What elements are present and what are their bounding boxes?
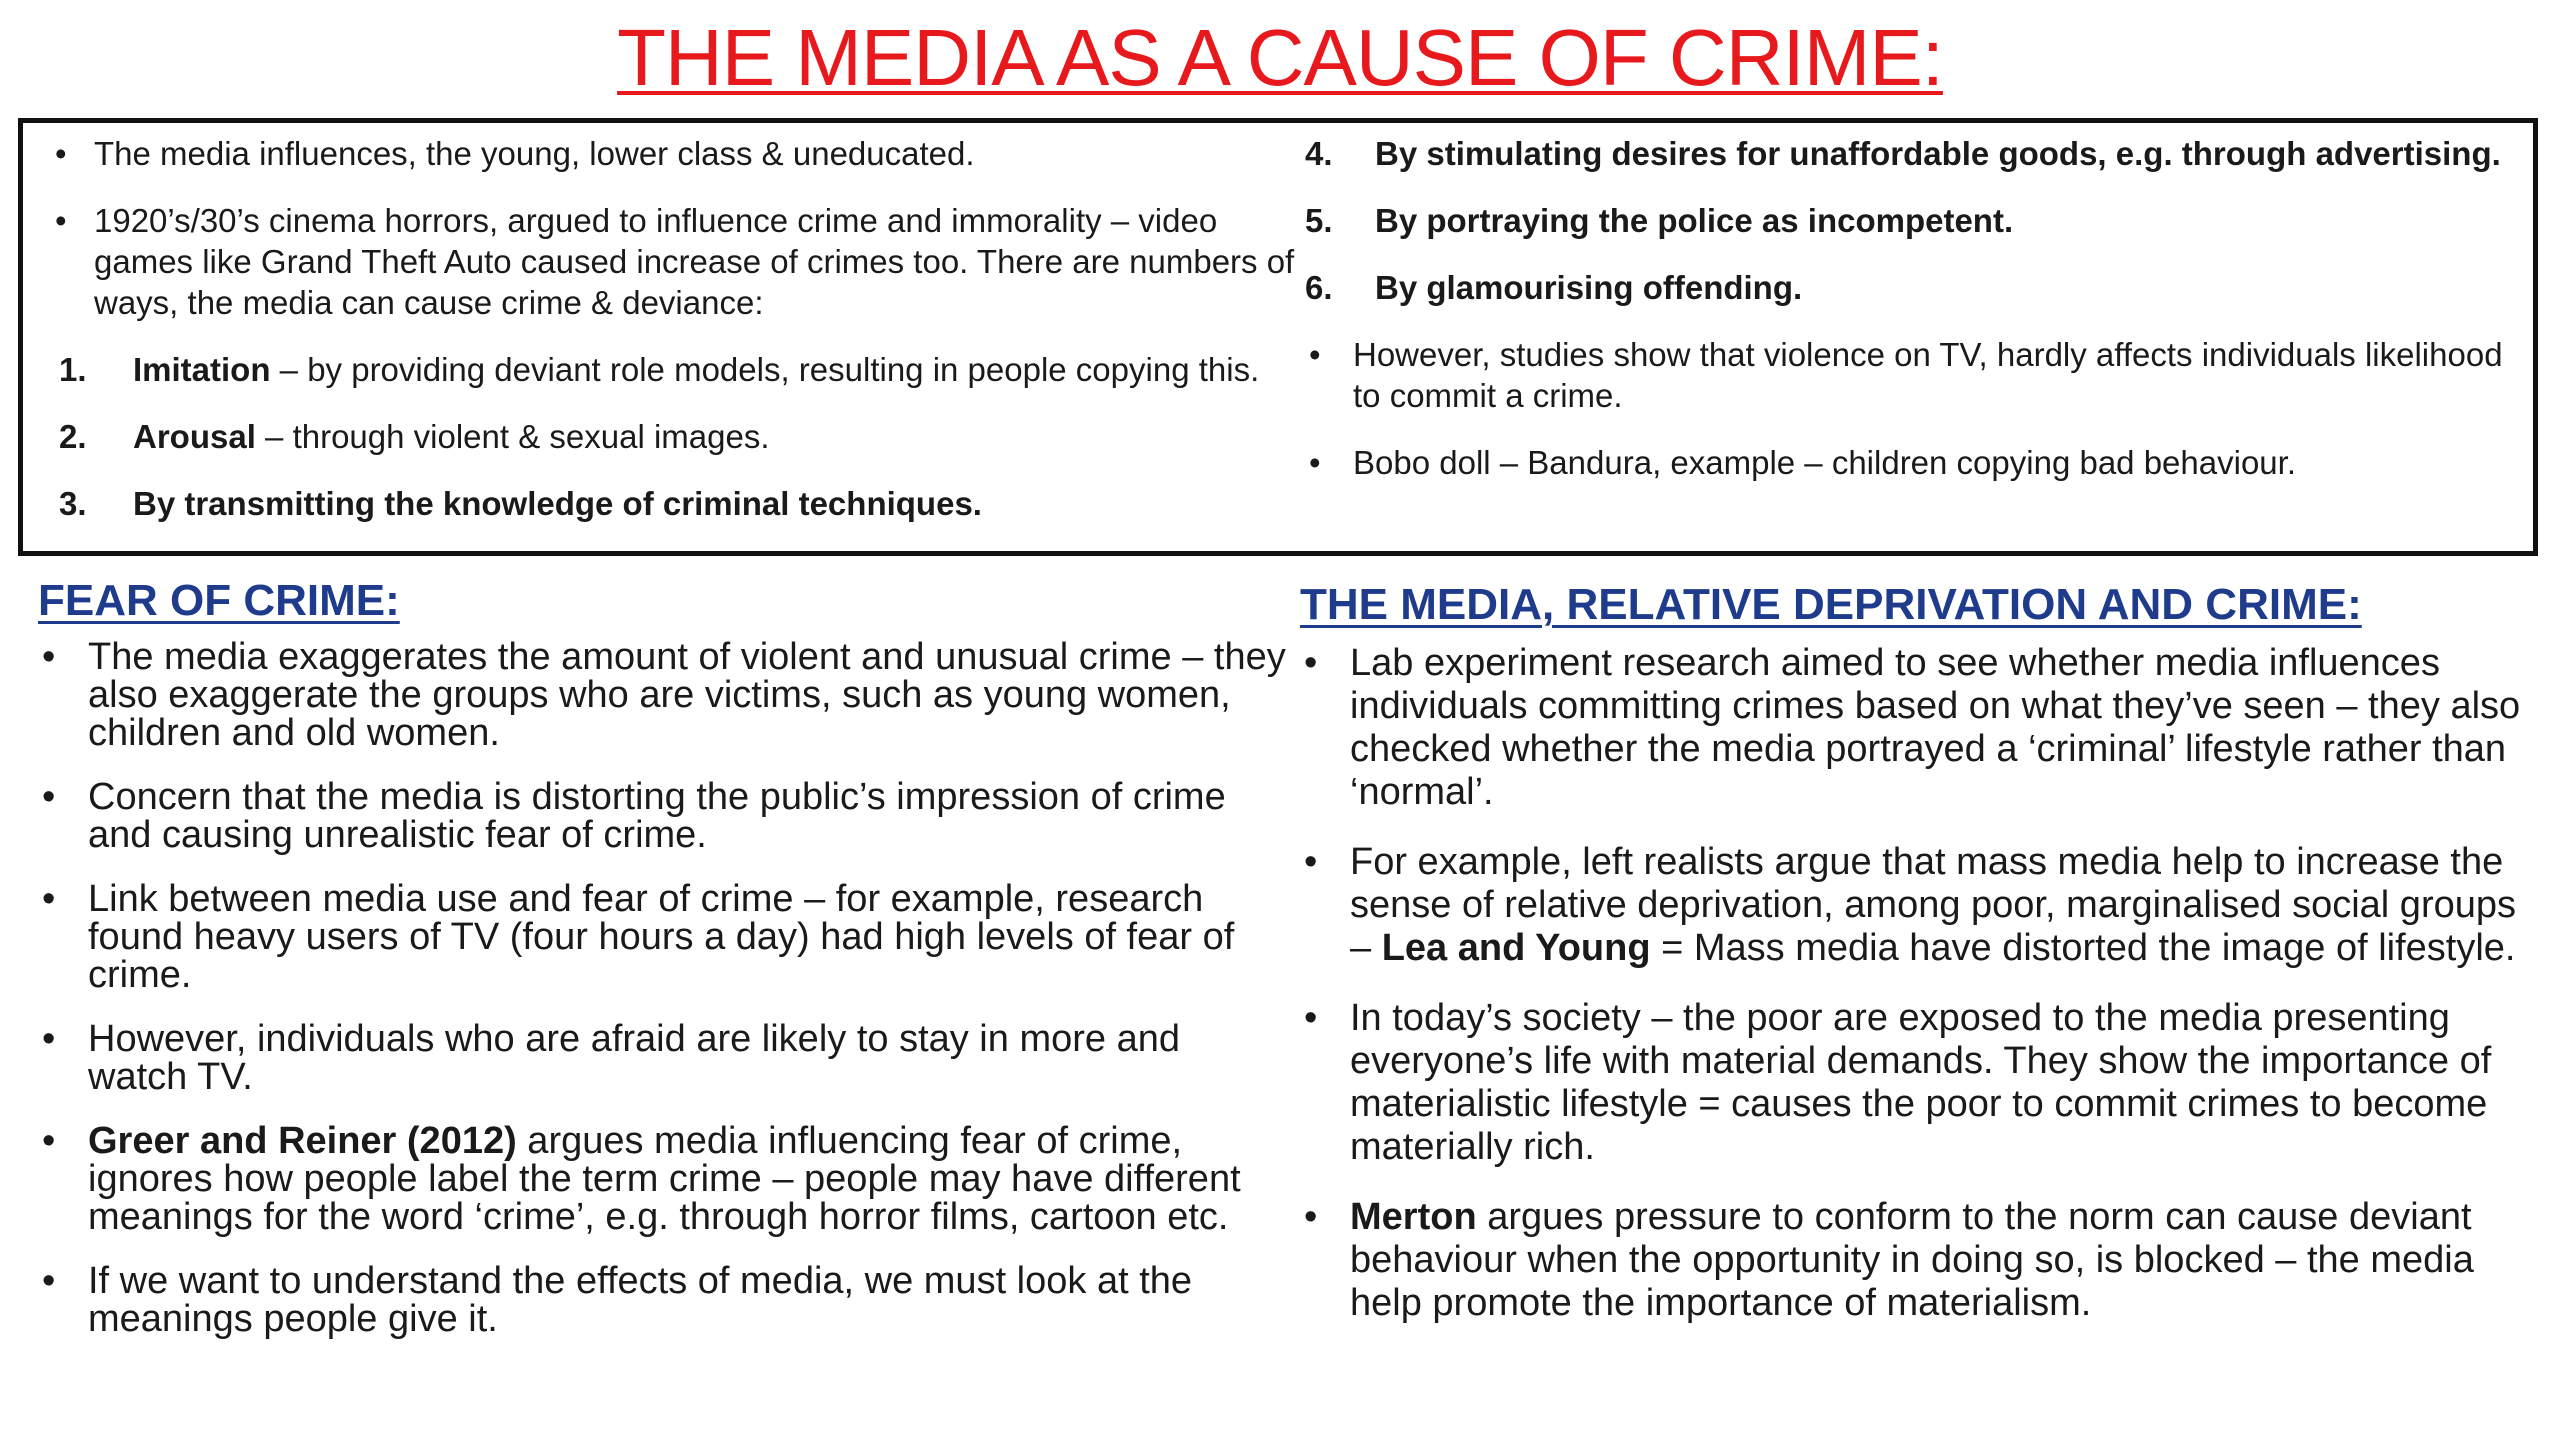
summary-bullet: • The media influences, the young, lower class & uneducated. — [41, 133, 1311, 174]
item-bold: By transmitting the knowledge of criminal techniques. — [133, 485, 982, 522]
numbered-item — [1285, 200, 2525, 241]
item-text: Lab experiment research aimed to see whether media influences individuals committing crimes based on what they’ve seen – they also checked whether the media portrayed a ‘criminal’ lifestyle rather than ‘normal’. — [1350, 642, 2521, 813]
item-number: 1. — [59, 351, 87, 388]
section-heading: FEAR OF CRIME: — [38, 576, 400, 625]
item-text: – by providing deviant role models, resulting in people copying this. — [270, 351, 1260, 388]
list-item — [1300, 642, 2530, 814]
list-item — [38, 638, 1288, 752]
item-number: 6. — [1305, 269, 1333, 306]
item-text: Concern that the media is distorting the public’s impression of crime and causing unrealistic fear of crime. — [88, 776, 1226, 856]
item-bold: Merton — [1350, 1196, 1477, 1238]
summary-bullet: • However, studies show that violence on TV, hardly affects individuals likelihood to commit a crime. — [1285, 334, 2525, 416]
summary-left-column — [41, 133, 1311, 550]
list-item — [38, 1262, 1288, 1338]
item-bold: Lea and Young — [1381, 927, 1651, 969]
relative-deprivation-section — [1300, 578, 2530, 1352]
summary-box — [18, 118, 2538, 556]
fear-of-crime-section — [38, 574, 1288, 1364]
item-text: For example, left realists argue that mass media help to increase the sense of relative deprivation, among poor, marginalised social groups – — [1350, 841, 2516, 969]
list-item — [38, 880, 1288, 994]
item-bold: Arousal — [133, 418, 256, 455]
item-bold: By portraying the police as incompetent. — [1375, 202, 2014, 239]
numbered-item — [1285, 133, 2525, 174]
item-number: 2. — [59, 418, 87, 455]
item-text: If we want to understand the effects of media, we must look at the meanings people give it. — [88, 1260, 1193, 1340]
item-text: Link between media use and fear of crime – for example, research found heavy users of TV (four hours a day) had high levels of fear of crime. — [88, 878, 1235, 996]
item-number: 5. — [1305, 202, 1333, 239]
item-text: = Mass media have distorted the image of lifestyle. — [1650, 927, 2516, 969]
item-text: The media exaggerates the amount of violent and unusual crime – they also exaggerate the groups who are victims, such as young women, children and old women. — [88, 636, 1286, 754]
list-item — [38, 778, 1288, 854]
item-number: 3. — [59, 485, 87, 522]
numbered-item — [41, 416, 1311, 457]
summary-right-column — [1285, 133, 2525, 509]
item-bold: Greer and Reiner (2012) — [88, 1120, 517, 1162]
list-item — [1300, 1196, 2530, 1325]
item-number: 4. — [1305, 135, 1333, 172]
summary-bullet: • Bobo doll – Bandura, example – children copying bad behaviour. — [1285, 442, 2525, 483]
section-heading: THE MEDIA, RELATIVE DEPRIVATION AND CRIME: — [1300, 580, 2362, 629]
list-item — [38, 1020, 1288, 1096]
list-item — [1300, 997, 2530, 1169]
numbered-item — [41, 483, 1311, 524]
item-text: – through violent & sexual images. — [255, 418, 770, 455]
item-bold: By stimulating desires for unaffordable goods, e.g. through advertising. — [1375, 135, 2501, 172]
item-bold: Imitation — [133, 351, 271, 388]
item-text: argues media influencing fear of crime, ignores how people label the term crime – people may have different meanings for the word ‘crime’, e.g. through horror films, cartoon etc. — [88, 1120, 1241, 1238]
list-item — [1300, 841, 2530, 970]
item-text: However, individuals who are afraid are likely to stay in more and watch TV. — [88, 1018, 1180, 1098]
item-text: argues pressure to conform to the norm can cause deviant behaviour when the opportunity in doing so, is blocked – the media help promote the importance of materialism. — [1350, 1196, 2474, 1324]
numbered-item — [1285, 267, 2525, 308]
item-bold: By glamourising offending. — [1375, 269, 1803, 306]
list-item — [38, 1122, 1288, 1236]
page-title: THE MEDIA AS A CAUSE OF CRIME: — [617, 13, 1943, 102]
summary-bullet: • 1920’s/30’s cinema horrors, argued to influence crime and immorality – video games like Grand Theft Auto caused increase of crimes too. There are numbers of ways, the media can cause crime & deviance: — [41, 200, 1311, 323]
item-text: In today’s society – the poor are exposed to the media presenting everyone’s life with material demands. They show the importance of materialistic lifestyle = causes the poor to commit crimes to become materially rich. — [1350, 997, 2492, 1168]
numbered-item — [41, 349, 1311, 390]
